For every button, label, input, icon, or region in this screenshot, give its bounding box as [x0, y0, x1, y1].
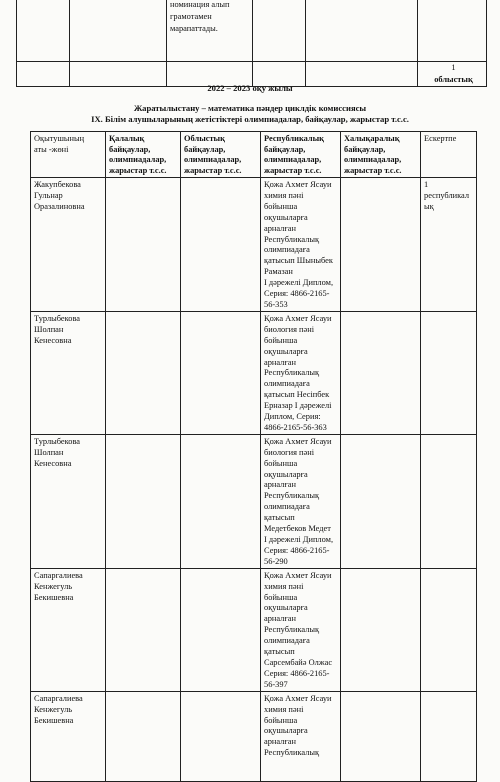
note-line: 1: [424, 180, 429, 189]
republican-line: химия пәні: [264, 704, 304, 714]
teacher-name-line: Оразалиновна: [34, 201, 85, 211]
teacher-name-line: Бекишевна: [34, 715, 74, 725]
republican-line: 56-353: [264, 299, 288, 309]
republican-cell: [261, 178, 341, 312]
republican-line: Медетбеков Медет: [264, 524, 331, 534]
teacher-name-line: Сапаргалиева: [34, 570, 83, 580]
note-cell: [421, 691, 477, 781]
table-row: [31, 691, 477, 781]
republican-line: Қожа Ахмет Ясауи: [264, 180, 332, 189]
republican-line: Қожа Ахмет Ясауи: [264, 693, 332, 703]
republican-line: бойынша: [264, 458, 298, 468]
republican-line: Ерназар I дәрежелі: [264, 401, 332, 411]
republican-line: бойынша: [264, 201, 298, 211]
commission-heading: Жаратылыстану – математика пәндер циклдік комиссиясы: [133, 103, 367, 113]
republican-line: бойынша: [264, 592, 298, 602]
republican-line: 56-290: [264, 556, 288, 566]
nomination-line: грамотамен: [170, 12, 212, 21]
teacher-name-line: Бекишевна: [34, 592, 74, 602]
teacher-name-line: Шолпан: [34, 324, 64, 334]
republican-line: Республикалық: [264, 368, 320, 378]
note-cell: [421, 568, 477, 691]
republican-line: қатысып Шыныбек: [264, 256, 333, 266]
teacher-name-line: Кенесовна: [34, 335, 72, 345]
nomination-line: номинация алып: [170, 0, 230, 9]
note-cell: [421, 311, 477, 434]
republican-line: оқушыларға: [264, 726, 308, 736]
republican-line: Қожа Ахмет Ясауи: [264, 313, 332, 323]
republican-line: арналған: [264, 614, 296, 624]
city-cell: [106, 568, 181, 691]
republican-line: арналған: [264, 223, 296, 233]
republican-line: Республикалық: [264, 234, 320, 244]
table-row: [31, 178, 477, 312]
republican-line: Қожа Ахмет Ясауи: [264, 570, 332, 580]
republican-line: қатысып: [264, 513, 295, 523]
teacher-name-line: Турлыбекова: [34, 436, 81, 446]
column-header-republican: Республикалық байқаулар, олимпиадалар, жарыстар т.с.с.: [261, 132, 341, 178]
republican-line: Серия: 4866-2165-: [264, 668, 330, 678]
teacher-name-line: Шолпан: [34, 447, 64, 457]
republican-line: қатысып: [264, 647, 295, 657]
teacher-name-cell: [31, 178, 106, 312]
republican-line: Республикалық: [264, 748, 320, 758]
regional-count: 1: [451, 63, 456, 72]
international-cell: [341, 568, 421, 691]
column-header-international: Халықаралық байқаулар, олимпиадалар, жарыстар т.с.с.: [341, 132, 421, 178]
city-cell: [106, 311, 181, 434]
republican-line: оқушыларға: [264, 346, 308, 356]
republican-line: химия пәні: [264, 190, 304, 200]
republican-line: оқушыларға: [264, 469, 308, 479]
teacher-name-line: Гульнар: [34, 190, 63, 200]
note-line: ық: [424, 201, 434, 211]
teacher-name-line: Жакупбекова: [34, 180, 81, 189]
republican-line: Серия: 4866-2165-: [264, 289, 330, 299]
republican-line: 56-397: [264, 679, 288, 689]
republican-line: Республикалық: [264, 625, 320, 635]
teacher-name-line: Кенесовна: [34, 458, 72, 468]
regional-cell: [181, 434, 261, 568]
table-row: [31, 434, 477, 568]
republican-line: олимпиадаға: [264, 636, 310, 646]
section-heading: IX. Білім алушыларының жетістіктері олимпиадалар, байқаулар, жарыстар т.с.с.: [91, 114, 409, 124]
column-header-regional: Облыстық байқаулар, олимпиадалар, жарыстар т.с.с.: [181, 132, 261, 178]
column-header-teacher: Оқытушының аты -жөні: [31, 132, 106, 178]
nomination-cell: [167, 0, 253, 62]
city-cell: [106, 434, 181, 568]
international-cell: [341, 434, 421, 568]
republican-line: Рамазан: [264, 267, 293, 277]
table-header-row: [31, 132, 477, 178]
teacher-name-cell: [31, 311, 106, 434]
republican-line: арналған: [264, 480, 296, 490]
republican-cell: [261, 691, 341, 781]
regional-label: облыстық: [434, 75, 473, 84]
republican-line: олимпиадаға: [264, 502, 310, 512]
republican-line: қатысып Несіпбек: [264, 390, 330, 400]
regional-cell: [181, 691, 261, 781]
column-header-note: Ескертпе: [421, 132, 477, 178]
teacher-name-cell: [31, 434, 106, 568]
republican-line: 4866-2165-56-363: [264, 422, 327, 432]
international-cell: [341, 691, 421, 781]
city-cell: [106, 178, 181, 312]
republican-line: I дәрежелі Диплом,: [264, 535, 334, 544]
republican-cell: [261, 434, 341, 568]
republican-line: Серия: 4866-2165-: [264, 545, 330, 555]
republican-line: Қожа Ахмет Ясауи: [264, 436, 332, 446]
republican-cell: [261, 311, 341, 434]
republican-line: арналған: [264, 357, 296, 367]
academic-year-heading: 2022 – 2023 оқу жылы: [207, 83, 293, 93]
previous-achievements-table: [16, 0, 487, 87]
teacher-name-line: Сапаргалиева: [34, 693, 83, 703]
note-cell: [421, 178, 477, 312]
international-cell: [341, 311, 421, 434]
republican-cell: [261, 568, 341, 691]
note-line: республикал: [424, 190, 470, 200]
republican-line: биология пәні: [264, 324, 315, 334]
republican-line: биология пәні: [264, 447, 315, 457]
teacher-name-cell: [31, 568, 106, 691]
note-cell: [421, 434, 477, 568]
city-cell: [106, 691, 181, 781]
republican-line: Диплом, Серия:: [264, 412, 321, 422]
republican-line: олимпиадаға: [264, 245, 310, 255]
international-cell: [341, 178, 421, 312]
republican-line: бойынша: [264, 335, 298, 345]
teacher-name-line: Кенжегуль: [34, 581, 73, 591]
teacher-name-line: Кенжегуль: [34, 704, 73, 714]
republican-line: оқушыларға: [264, 603, 308, 613]
republican-line: бойынша: [264, 715, 298, 725]
republican-line: оқушыларға: [264, 212, 308, 222]
table-row: [31, 311, 477, 434]
republican-line: Республикалық: [264, 491, 320, 501]
republican-line: химия пәні: [264, 581, 304, 591]
republican-line: арналған: [264, 737, 296, 747]
republican-line: олимпиадаға: [264, 379, 310, 389]
republican-line: Сарсембайә Олжас: [264, 657, 333, 667]
teacher-name-line: Турлыбекова: [34, 313, 81, 323]
regional-cell: [181, 311, 261, 434]
regional-cell: [181, 178, 261, 312]
republican-line: I дәрежелі Диплом,: [264, 278, 334, 288]
regional-cell: [181, 568, 261, 691]
nomination-line: марапаттады.: [170, 24, 218, 33]
student-achievements-table: [30, 131, 477, 782]
column-header-city: Қалалық байқаулар, олимпиадалар, жарыстар т.с.с.: [106, 132, 181, 178]
teacher-name-cell: [31, 691, 106, 781]
table-row: [31, 568, 477, 691]
